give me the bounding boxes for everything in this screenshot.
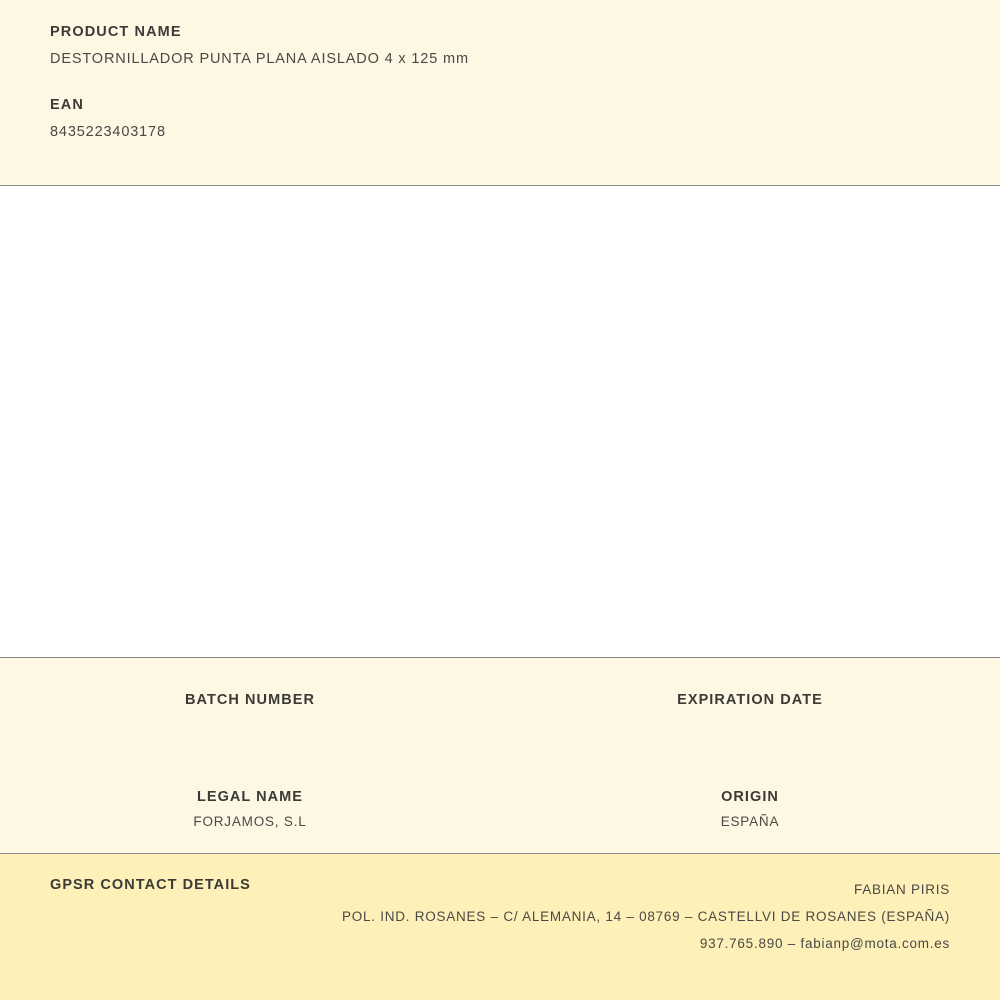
expiration-date-label: EXPIRATION DATE [677,692,823,708]
expiration-date-value [500,717,1000,733]
ean-label: EAN [50,97,84,113]
origin-cell [500,789,1000,829]
gpsr-contact-details [342,876,950,957]
batch-legal-block [0,658,1000,854]
batch-expiration-row [0,658,1000,733]
product-name-value: DESTORNILLADOR PUNTA PLANA AISLADO 4 x 125 mm [50,51,469,67]
product-name-label: PRODUCT NAME [50,24,182,40]
legal-name-label: LEGAL NAME [196,789,304,805]
ean-field [50,97,950,140]
legal-name-cell [0,789,500,829]
batch-number-value [0,717,500,733]
legal-name-value: FORJAMOS, S.L [193,814,307,829]
product-image-area [0,186,1000,658]
legal-origin-row [0,733,1000,829]
expiration-date-cell [500,692,1000,733]
batch-number-label: BATCH NUMBER [185,692,315,708]
gpsr-contact-name: FABIAN PIRIS [853,882,950,897]
origin-value: ESPAÑA [720,814,780,829]
batch-number-cell [0,692,500,733]
gpsr-contact-phone-email: 937.765.890 – fabianp@mota.com.es [699,936,950,951]
product-identification-block [0,0,1000,186]
gpsr-contact-block [0,854,1000,1000]
gpsr-contact-address: POL. IND. ROSANES – C/ ALEMANIA, 14 – 08769 – CASTELLVI DE ROSANES (ESPAÑA) [342,909,950,924]
ean-value: 8435223403178 [50,124,166,140]
gpsr-contact-label: GPSR CONTACT DETAILS [50,877,251,893]
origin-label: ORIGIN [721,789,779,805]
product-name-field [50,24,950,67]
